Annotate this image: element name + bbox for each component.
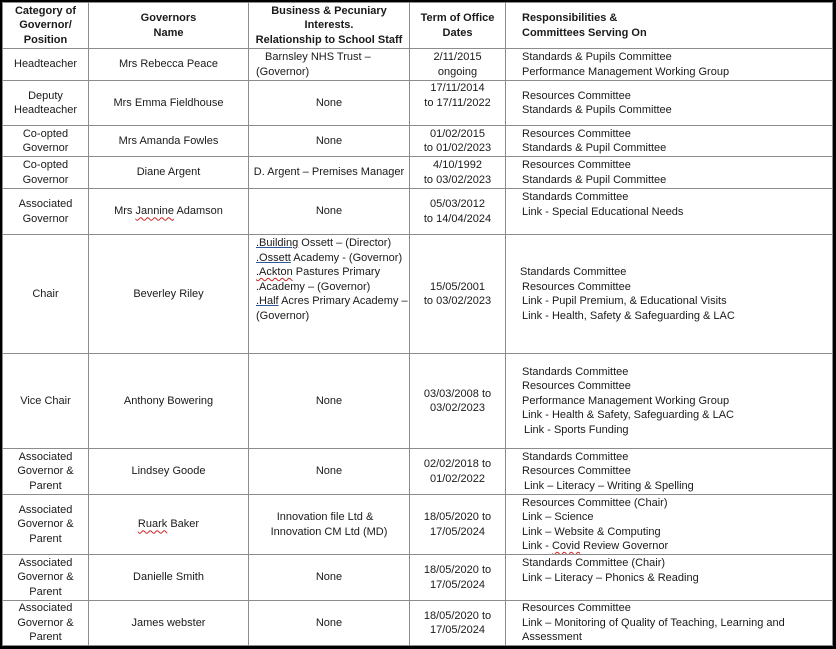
interest-text: Ossett – (Director) <box>298 237 392 249</box>
table-row <box>3 189 833 235</box>
term-text: to 17/11/2022 <box>424 96 491 109</box>
table-row <box>3 81 833 126</box>
cell-term <box>410 495 506 555</box>
cell-category <box>3 555 89 601</box>
responsibility-text: Resources Committee <box>522 127 631 140</box>
header-responsibilities <box>506 3 833 49</box>
interest-text: .Half <box>256 295 279 307</box>
cell-term <box>410 235 506 354</box>
term-text: 18/05/2020 to <box>423 609 492 622</box>
category-text: Governor & <box>17 518 74 531</box>
cell-responsibilities <box>506 189 833 235</box>
category-text: Associated <box>18 503 73 516</box>
cell-category <box>3 235 89 354</box>
responsibility-line <box>522 539 829 554</box>
responsibility-text: Standards & Pupils Committee <box>522 51 672 63</box>
governor-name-part: Baker <box>167 518 200 531</box>
responsibility-text: Standards Committee <box>522 191 629 203</box>
cell-responsibilities <box>506 49 833 81</box>
cell-category <box>3 189 89 235</box>
responsibility-text: Resources Committee (Chair) <box>522 496 668 509</box>
term-text: to 03/02/2023 <box>423 173 492 186</box>
interest-text: None <box>315 205 343 218</box>
interest-line <box>256 294 406 309</box>
header-text: Committees Serving On <box>522 26 647 39</box>
header-name <box>89 3 249 49</box>
term-text: 01/02/2022 <box>429 472 486 485</box>
governor-name-part: Ruark <box>137 518 168 531</box>
category-text: Governor & <box>17 616 74 629</box>
header-category <box>3 3 89 49</box>
category-text: Parent <box>29 532 62 545</box>
cell-term <box>410 601 506 646</box>
cell-responsibilities <box>506 555 833 601</box>
cell-term <box>410 354 506 449</box>
interest-text: Acres Primary Academy – <box>278 295 408 307</box>
cell-name <box>89 81 249 126</box>
responsibility-text: Link – Website & Computing <box>522 525 661 538</box>
governor-name: Mrs Amanda Fowles <box>118 134 219 147</box>
cell-category <box>3 126 89 157</box>
responsibility-text: Link – Literacy – Phonics & Reading <box>522 571 699 584</box>
category-text: Associated <box>18 198 73 210</box>
term-text: to 01/02/2023 <box>423 142 492 154</box>
governor-name: Mrs Emma Fieldhouse <box>113 96 224 109</box>
category-text: Governor <box>22 173 69 186</box>
cell-interests <box>249 354 410 449</box>
header-text: Relationship to School Staff <box>255 33 403 46</box>
category-text: Headteacher <box>14 104 77 116</box>
responsibility-text: Resources Committee <box>522 89 631 102</box>
responsibility-text: Link - Pupil Premium, & Educational Visits <box>522 295 727 307</box>
interest-text: None <box>315 465 343 478</box>
cell-category <box>3 157 89 189</box>
cell-term <box>410 49 506 81</box>
cell-name <box>89 49 249 81</box>
category-text: Chair <box>32 287 59 300</box>
term-text: 03/02/2023 <box>429 402 486 414</box>
interest-text: (Governor) <box>256 65 310 78</box>
term-text: 03/03/2008 to <box>423 387 492 400</box>
responsibility-text: Link - <box>522 540 552 552</box>
cell-interests <box>249 189 410 235</box>
cell-term <box>410 126 506 157</box>
cell-category <box>3 495 89 555</box>
cell-category <box>3 601 89 646</box>
header-text: Governor/ <box>19 19 72 32</box>
cell-name <box>89 555 249 601</box>
cell-responsibilities <box>506 126 833 157</box>
governor-name-part: Adamson <box>174 205 223 218</box>
cell-responsibilities <box>506 449 833 495</box>
interest-line <box>256 251 406 266</box>
cell-responsibilities <box>506 81 833 126</box>
responsibility-text: Link – Science <box>522 511 594 523</box>
cell-name <box>89 601 249 646</box>
category-text: Vice Chair <box>20 394 71 407</box>
cell-name <box>89 235 249 354</box>
responsibility-text: Resources Committee <box>522 465 631 478</box>
governor-name: James webster <box>131 616 206 629</box>
governor-name: Lindsey Goode <box>131 465 206 478</box>
cell-responsibilities <box>506 235 833 354</box>
cell-responsibilities <box>506 354 833 449</box>
category-text: Associated <box>18 556 73 569</box>
header-text: Dates <box>442 26 473 39</box>
term-text: 01/02/2015 <box>429 127 486 140</box>
cell-interests <box>249 495 410 555</box>
cell-responsibilities <box>506 601 833 646</box>
responsibility-text: Resources Committee <box>522 159 631 171</box>
header-text: Name <box>153 26 184 39</box>
cell-term <box>410 449 506 495</box>
header-term <box>410 3 506 49</box>
table-row <box>3 126 833 157</box>
interest-text: (Governor) <box>256 309 310 322</box>
interest-text: None <box>315 96 343 109</box>
interest-text: None <box>315 571 343 584</box>
category-text: Governor & <box>17 571 74 584</box>
cell-term <box>410 555 506 601</box>
category-text: Deputy <box>28 89 63 102</box>
cell-interests <box>249 49 410 81</box>
table-row <box>3 555 833 601</box>
interest-text: Innovation file Ltd & <box>276 511 374 523</box>
governor-name-part: Mrs <box>114 205 136 218</box>
category-text: Parent <box>29 631 62 644</box>
cell-name <box>89 495 249 555</box>
governor-name: Anthony Bowering <box>123 394 214 407</box>
responsibility-text: Standards Committee <box>522 450 629 463</box>
table-row <box>3 601 833 646</box>
cell-category <box>3 354 89 449</box>
governors-table <box>2 2 833 646</box>
category-text: Associated <box>18 450 73 463</box>
cell-interests <box>249 235 410 354</box>
interest-text: .Building <box>256 237 299 249</box>
term-text: 4/10/1992 <box>433 159 482 171</box>
cell-name <box>89 157 249 189</box>
term-text: 17/05/2024 <box>429 624 486 636</box>
interest-line <box>256 236 406 251</box>
responsibility-text: Standards & Pupil Committee <box>522 173 667 186</box>
category-text: Co-opted <box>22 127 69 140</box>
header-text: Governors <box>140 12 197 24</box>
responsibility-text: Standards & Pupil Committee <box>522 142 667 154</box>
term-text: 15/05/2001 <box>429 280 486 293</box>
category-text: Governor & <box>17 465 74 478</box>
responsibility-text: Covid <box>551 540 581 552</box>
category-text: Associated <box>18 602 73 615</box>
table-row <box>3 354 833 449</box>
interest-line <box>256 280 406 295</box>
cell-interests <box>249 126 410 157</box>
cell-term <box>410 189 506 235</box>
governor-name: Beverley Riley <box>133 287 204 300</box>
term-text: to 14/04/2024 <box>423 212 492 225</box>
responsibility-text: Performance Management Working Group <box>522 394 730 407</box>
governor-name-part: Jannine <box>135 205 174 218</box>
governor-name: Mrs Rebecca Peace <box>118 58 219 71</box>
cell-interests <box>249 601 410 646</box>
cell-interests <box>249 81 410 126</box>
responsibility-text: Link – Literacy – Writing & Spelling <box>524 479 694 492</box>
cell-responsibilities <box>506 495 833 555</box>
term-text: 17/05/2024 <box>429 578 486 591</box>
governor-name: Diane Argent <box>136 166 201 179</box>
header-text: Interests. <box>304 19 354 32</box>
header-text: Position <box>23 33 68 46</box>
cell-name <box>89 354 249 449</box>
responsibility-text: Standards & Pupils Committee <box>522 104 672 116</box>
term-text: 18/05/2020 to <box>423 511 492 523</box>
term-text: to 03/02/2023 <box>423 295 492 307</box>
category-text: Parent <box>29 585 62 598</box>
cell-interests <box>249 449 410 495</box>
cell-category <box>3 449 89 495</box>
responsibility-text: Resources Committee <box>522 280 631 293</box>
header-interests <box>249 3 410 49</box>
category-text: Co-opted <box>22 159 69 171</box>
cell-category <box>3 49 89 81</box>
governor-name: Danielle Smith <box>133 571 204 584</box>
category-text: Headteacher <box>14 58 77 71</box>
interest-text: None <box>315 394 343 407</box>
interest-text: None <box>315 616 343 629</box>
cell-responsibilities <box>506 157 833 189</box>
interest-line <box>256 265 406 280</box>
term-text: ongoing <box>437 65 478 78</box>
header-text: Business & Pecuniary <box>271 4 387 17</box>
term-text: 05/03/2012 <box>429 198 486 210</box>
term-text: 17/05/2024 <box>429 525 486 538</box>
responsibility-text: Standards Committee (Chair) <box>522 557 666 569</box>
header-text: Category of <box>14 4 77 17</box>
responsibility-text: Resources Committee <box>522 380 631 393</box>
responsibility-text: Resources Committee <box>522 602 631 615</box>
header-row <box>3 3 833 49</box>
cell-category <box>3 81 89 126</box>
responsibility-text: Standards Committee <box>522 365 629 378</box>
interest-text: .Academy – (Governor) <box>256 280 371 293</box>
term-text: 17/11/2014 <box>430 82 485 94</box>
term-text: 2/11/2015 <box>433 51 482 63</box>
cell-term <box>410 81 506 126</box>
table-row <box>3 495 833 555</box>
responsibility-text: Standards Committee <box>520 266 627 278</box>
header-text: Responsibilities & <box>522 12 618 24</box>
category-text: Governor <box>22 142 69 154</box>
table-row <box>3 157 833 189</box>
responsibility-text: Link - Special Educational Needs <box>522 205 684 218</box>
category-text: Parent <box>29 479 62 492</box>
term-text: 18/05/2020 to <box>423 564 492 576</box>
responsibility-text: Link - Sports Funding <box>524 423 629 436</box>
table-row <box>3 235 833 354</box>
responsibility-text: Review Governor <box>580 540 669 552</box>
responsibility-text: Performance Management Working Group <box>522 65 730 78</box>
cell-name <box>89 126 249 157</box>
interest-text: Barnsley NHS Trust – <box>265 51 371 63</box>
cell-term <box>410 157 506 189</box>
table-row <box>3 49 833 81</box>
interest-text: None <box>315 134 343 147</box>
interest-text: D. Argent – Premises Manager <box>253 166 405 179</box>
cell-name <box>89 189 249 235</box>
interest-text: .Ackton <box>256 266 293 278</box>
cell-name <box>89 449 249 495</box>
responsibility-text: Link - Health, Safety & Safeguarding & LAC <box>522 309 735 322</box>
interest-text: Academy - (Governor) <box>290 251 403 264</box>
cell-interests <box>249 555 410 601</box>
table-row <box>3 449 833 495</box>
category-text: Governor <box>22 212 69 225</box>
term-text: 02/02/2018 to <box>423 458 492 470</box>
responsibility-text: Link – Monitoring of Quality of Teaching, Learning and Assessment <box>522 616 785 644</box>
interest-text: .Ossett <box>256 251 291 264</box>
interest-line <box>256 309 406 324</box>
interest-text: Pastures Primary <box>292 266 381 278</box>
header-text: Term of Office <box>420 12 495 24</box>
cell-interests <box>249 157 410 189</box>
responsibility-text: Link - Health & Safety, Safeguarding & LAC <box>522 409 734 422</box>
interest-text: Innovation CM Ltd (MD) <box>270 525 388 538</box>
